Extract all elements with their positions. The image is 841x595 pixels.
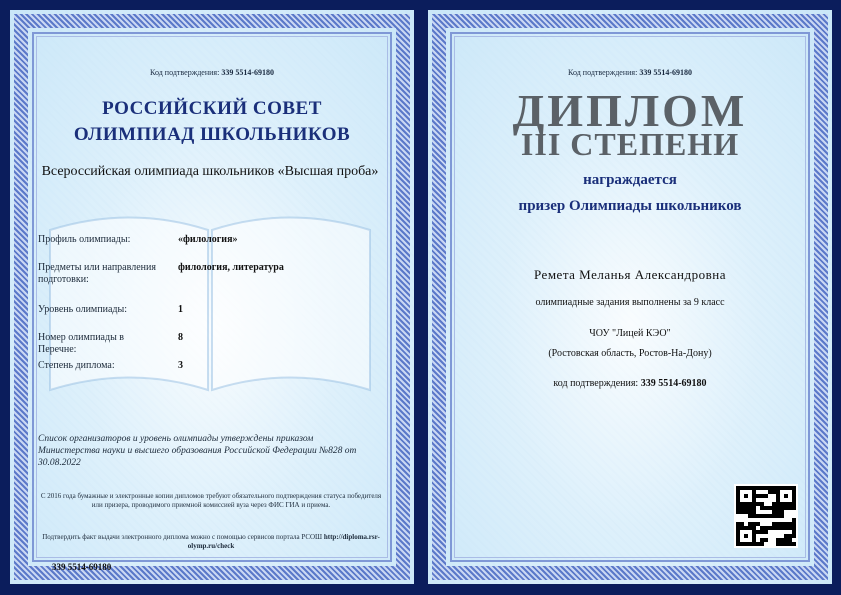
- code-value: 339 5514-69180: [639, 68, 692, 77]
- grade-line: олимпиадные задания выполнены за 9 класс: [535, 297, 725, 308]
- diploma-title: ДИПЛОМ: [512, 85, 748, 136]
- field-label-degree: Степень диплома:: [38, 360, 115, 371]
- qr-code-icon: [734, 484, 798, 548]
- bottom-code: 339 5514-69180: [52, 562, 112, 572]
- council-title-line1: РОССИЙСКИЙ СОВЕТ: [102, 98, 322, 119]
- check-service-link[interactable]: http://diploma.rsr-olymp.ru/check: [187, 533, 380, 550]
- ministry-order-note: Список организаторов и уровень олимпиады утверждены приказом Министерства науки и высшего образования Российской Федерации №828 от 30.08.2022: [38, 434, 357, 468]
- confirmation-code: [428, 68, 832, 77]
- council-title: [10, 96, 414, 148]
- recipient-name: Ремета Меланья Александровна: [534, 267, 726, 282]
- code-label: Код подтверждения:: [150, 68, 220, 77]
- confirmation-code: [10, 68, 414, 77]
- diploma-front-page: [428, 10, 832, 584]
- field-value-degree: 3: [178, 360, 183, 371]
- confirm-value: 339 5514-69180: [640, 378, 707, 389]
- field-value-profile: «филология»: [178, 234, 238, 245]
- check-service-text: Подтвердить факт выдачи электронного диплома можно с помощью сервисов портала РСОШ: [42, 533, 323, 541]
- prize-label: призер Олимпиады школьников: [518, 198, 742, 214]
- degree-title: III СТЕПЕНИ: [520, 126, 740, 162]
- field-value-subjects: филология, литература: [178, 262, 284, 273]
- field-value-number: 8: [178, 332, 183, 343]
- field-label-number: Номер олимпиады в Перечне:: [38, 332, 125, 355]
- check-service-note: [38, 533, 384, 551]
- olympiad-name: Всероссийская олимпиада школьников «Высшая проба»: [41, 164, 379, 179]
- awarded-label: награждается: [583, 172, 677, 188]
- confirmation-code-bottom: [428, 378, 832, 389]
- council-title-line2: ОЛИМПИАД ШКОЛЬНИКОВ: [73, 124, 351, 145]
- field-label-subjects: Предметы или направления подготовки:: [38, 262, 156, 285]
- confirmation-note: С 2016 года бумажные и электронные копии дипломов требуют обязательного подтверждения статуса победителя или призера, проводимого приемной комиссией вуза через ФИС ГИА и приема.: [40, 492, 382, 509]
- field-label-level: Уровень олимпиады:: [38, 304, 127, 315]
- code-value: 339 5514-69180: [221, 68, 274, 77]
- confirm-label: код подтверждения:: [553, 378, 639, 389]
- code-label: Код подтверждения:: [568, 68, 638, 77]
- field-label-profile: Профиль олимпиады:: [38, 234, 131, 245]
- qr-code-grid: [736, 486, 796, 546]
- school-region: (Ростовская область, Ростов-На-Дону): [548, 348, 712, 359]
- school-name: ЧОУ "Лицей КЭО": [589, 328, 671, 339]
- diploma-back-page: [10, 10, 414, 584]
- field-value-level: 1: [178, 304, 183, 315]
